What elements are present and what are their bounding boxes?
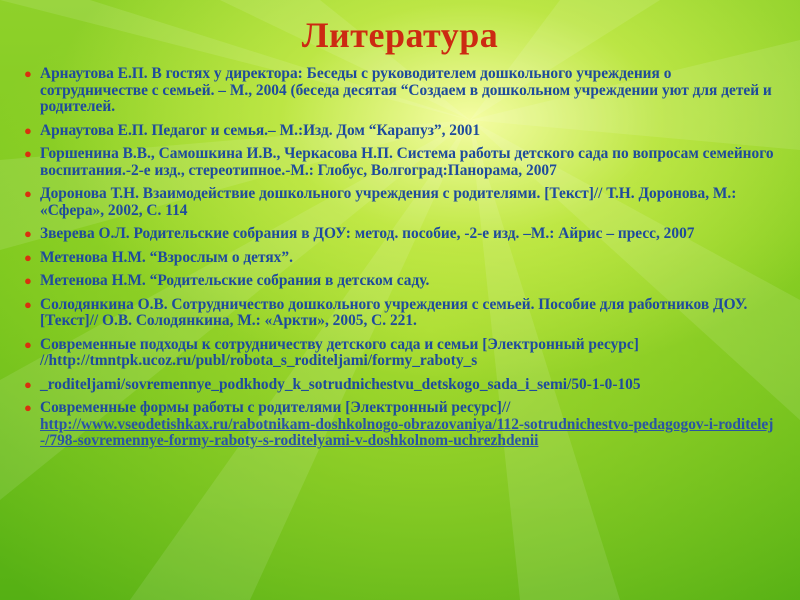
- bullet-icon: ●: [24, 146, 32, 161]
- reference-text: _roditeljami/sovremennye_podkhody_k_sotrudnichestvu_detskogo_sada_i_semi/50-1-0-105: [40, 375, 641, 393]
- list-item: [22, 123, 782, 140]
- reference-text: Горшенина В.В., Самошкина И.В., Черкасова Н.П. Система работы детского сада по вопросам семейного воспитания.-2-е изд., стереотипное.-М.: Глобус, Волгоград:Панорама, 2007: [40, 145, 774, 179]
- bullet-icon: ●: [24, 336, 32, 352]
- bullet-icon: ●: [24, 186, 32, 201]
- list-item: [22, 400, 782, 450]
- reference-list: [22, 66, 782, 457]
- page-title: Литература: [301, 15, 499, 55]
- bullet-icon: ●: [24, 122, 32, 138]
- list-item: [22, 186, 782, 219]
- reference-text: Арнаутова Е.П. В гостях у директора: Беседы с руководителем дошкольного учреждения о сотрудничестве с семьей. – М., 2004 (беседа десятая “Создаем в дошкольном учреждении уют для детей и родителей.: [40, 65, 772, 115]
- reference-text: Современные подходы к сотрудничеству детского сада и семьи [Электронный ресурс] //http://tmntpk.ucoz.ru/publ/robota_s_roditeljami/formy_raboty_s: [40, 335, 639, 369]
- reference-text: Солодянкина О.В. Сотрудничество дошкольного учреждения с семьей. Пособие для работников ДОУ. [Текст]// О.В. Солодянкина, М.: «Аркти», 2005, С. 221.: [40, 295, 748, 329]
- reference-text: Метенова Н.М. “Родительские собрания в детском саду.: [40, 272, 430, 289]
- list-item: [22, 250, 782, 267]
- bullet-icon: ●: [24, 296, 32, 312]
- bullet-icon: ●: [24, 66, 32, 81]
- list-item: [22, 297, 782, 330]
- list-item: [22, 66, 782, 116]
- list-item: [22, 337, 782, 370]
- reference-text: Доронова Т.Н. Взаимодействие дошкольного учреждения с родителями. [Текст]// Т.Н. Доронова, М.: «Сфера», 2002, С. 114: [40, 185, 737, 219]
- list-item: [22, 273, 782, 290]
- reference-text: Метенова Н.М. “Взрослым о детях”.: [40, 248, 293, 266]
- list-item: [22, 146, 782, 179]
- reference-text: Зверева О.Л. Родительские собрания в ДОУ: метод. пособие, -2-е изд. –М.: Айрис – пресс, 2007: [40, 225, 695, 242]
- bullet-icon: ●: [24, 273, 32, 288]
- reference-text: Современные формы работы с родителями [Электронный ресурс]//: [40, 399, 511, 416]
- reference-link[interactable]: http://www.vseodetishkax.ru/rabotnikam-doshkolnogo-obrazovaniya/112-sotrudnichestvo-pedagogov-i-roditelej-/798-sovremennye-formy-raboty-s-roditelyami-v-doshkolnom-uchrezhdenii: [40, 415, 774, 449]
- reference-text: Арнаутова Е.П. Педагог и семья.– М.:Изд. Дом “Карапуз”, 2001: [40, 121, 481, 139]
- bullet-icon: ●: [24, 226, 32, 241]
- list-item: [22, 226, 782, 243]
- bullet-icon: ●: [24, 376, 32, 392]
- bullet-icon: ●: [24, 249, 32, 265]
- bullet-icon: ●: [24, 400, 32, 415]
- list-item: [22, 377, 782, 394]
